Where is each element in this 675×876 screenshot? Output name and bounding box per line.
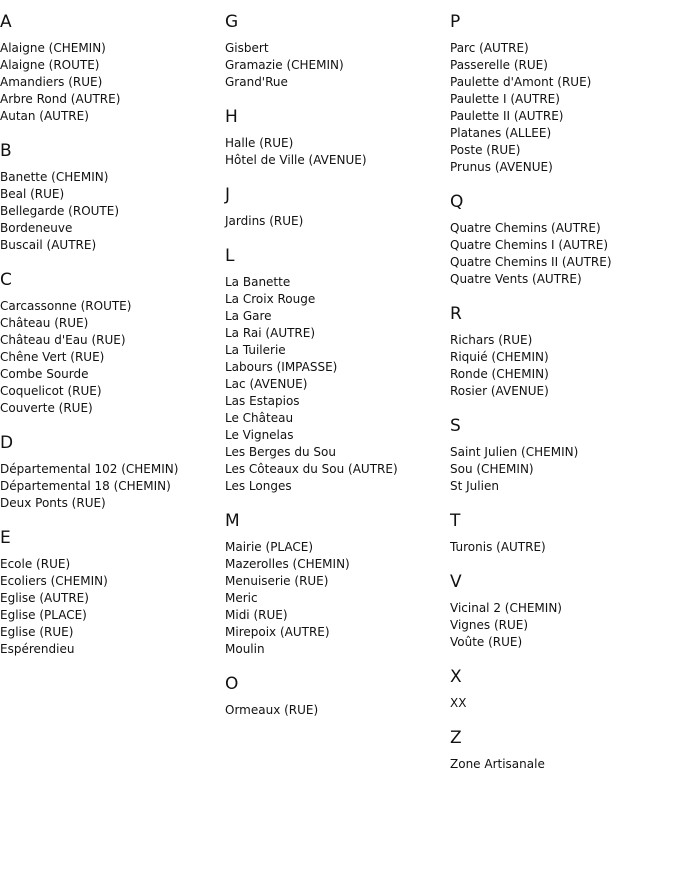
street-item: Château (RUE) [0, 316, 89, 330]
street-item: Prunus (AVENUE) [450, 160, 553, 174]
street-item: Les Longes [225, 479, 292, 493]
letter-section-p [450, 10, 670, 176]
letter-heading: V [450, 572, 462, 592]
street-item: Eglise (AUTRE) [0, 591, 89, 605]
street-item: Zone Artisanale [450, 757, 545, 771]
letter-section-m [225, 509, 445, 658]
letter-section-x [450, 665, 670, 712]
street-item: La Croix Rouge [225, 292, 316, 306]
street-list [450, 756, 670, 773]
letter-section-b [0, 139, 220, 254]
letter-heading: Q [450, 192, 464, 212]
letter-section-a [0, 10, 220, 125]
street-item: Le Château [225, 411, 294, 425]
street-item: Espérendieu [0, 642, 75, 656]
letter-heading: G [225, 12, 239, 32]
street-item: Midi (RUE) [225, 608, 288, 622]
street-item: Voûte (RUE) [450, 635, 523, 649]
street-item: Bordeneuve [0, 221, 73, 235]
street-item: Turonis (AUTRE) [450, 540, 546, 554]
street-item: Gramazie (CHEMIN) [225, 58, 344, 72]
street-item: Arbre Rond (AUTRE) [0, 92, 121, 106]
street-item: La Gare [225, 309, 272, 323]
letter-heading: T [450, 511, 461, 531]
street-item: Alaigne (ROUTE) [0, 58, 100, 72]
street-list [225, 135, 445, 169]
letter-section-l [225, 244, 445, 495]
letter-section-h [225, 105, 445, 169]
street-item: Riquié (CHEMIN) [450, 350, 549, 364]
street-column-1 [0, 10, 220, 672]
letter-heading: E [0, 528, 11, 548]
street-item: Meric [225, 591, 258, 605]
street-item: Poste (RUE) [450, 143, 521, 157]
street-item: Hôtel de Ville (AVENUE) [225, 153, 367, 167]
street-item: Couverte (RUE) [0, 401, 93, 415]
letter-section-c [0, 268, 220, 417]
street-item: Quatre Chemins II (AUTRE) [450, 255, 612, 269]
letter-section-s [450, 414, 670, 495]
street-list [225, 702, 445, 719]
street-item: Vicinal 2 (CHEMIN) [450, 601, 562, 615]
street-list [450, 600, 670, 651]
street-item: Eglise (PLACE) [0, 608, 87, 622]
letter-heading: L [225, 246, 235, 266]
letter-heading: P [450, 12, 461, 32]
street-item: Passerelle (RUE) [450, 58, 548, 72]
letter-heading: R [450, 304, 462, 324]
street-item: Labours (IMPASSE) [225, 360, 338, 374]
street-list [225, 213, 445, 230]
street-item: St Julien [450, 479, 499, 493]
letter-heading: X [450, 667, 462, 687]
street-item: Buscail (AUTRE) [0, 238, 97, 252]
street-item: Banette (CHEMIN) [0, 170, 109, 184]
letter-section-v [450, 570, 670, 651]
letter-heading: C [0, 270, 12, 290]
street-item: Mirepoix (AUTRE) [225, 625, 330, 639]
street-item: Eglise (RUE) [0, 625, 74, 639]
street-item: Chêne Vert (RUE) [0, 350, 105, 364]
street-item: Richars (RUE) [450, 333, 533, 347]
street-item: Sou (CHEMIN) [450, 462, 534, 476]
letter-heading: Z [450, 728, 462, 748]
letter-section-g [225, 10, 445, 91]
letter-heading: S [450, 416, 461, 436]
street-item: Mazerolles (CHEMIN) [225, 557, 350, 571]
letter-section-z [450, 726, 670, 773]
street-list [450, 40, 670, 176]
street-item: Ecole (RUE) [0, 557, 71, 571]
letter-section-e [0, 526, 220, 658]
letter-heading: H [225, 107, 238, 127]
street-item: La Tuilerie [225, 343, 286, 357]
street-item: Coquelicot (RUE) [0, 384, 102, 398]
street-item: Quatre Vents (AUTRE) [450, 272, 582, 286]
street-list [450, 444, 670, 495]
street-column-2 [225, 10, 445, 733]
street-list [0, 169, 220, 254]
street-item: Moulin [225, 642, 265, 656]
street-item: Château d'Eau (RUE) [0, 333, 126, 347]
street-list [225, 539, 445, 658]
street-item: Menuiserie (RUE) [225, 574, 329, 588]
letter-section-q [450, 190, 670, 288]
street-item: Rosier (AVENUE) [450, 384, 549, 398]
street-item: La Banette [225, 275, 291, 289]
street-list [0, 298, 220, 417]
street-list [225, 40, 445, 91]
street-list [0, 556, 220, 658]
street-list [225, 274, 445, 495]
street-item: Les Côteaux du Sou (AUTRE) [225, 462, 398, 476]
street-item: Jardins (RUE) [225, 214, 304, 228]
street-item: Départemental 102 (CHEMIN) [0, 462, 179, 476]
street-item: Platanes (ALLEE) [450, 126, 552, 140]
street-item: Paulette d'Amont (RUE) [450, 75, 592, 89]
letter-section-d [0, 431, 220, 512]
street-item: Saint Julien (CHEMIN) [450, 445, 579, 459]
street-item: Halle (RUE) [225, 136, 294, 150]
street-item: Vignes (RUE) [450, 618, 529, 632]
street-item: Bellegarde (ROUTE) [0, 204, 120, 218]
street-list [450, 220, 670, 288]
street-item: Deux Ponts (RUE) [0, 496, 106, 510]
street-list [0, 461, 220, 512]
street-item: Autan (AUTRE) [0, 109, 89, 123]
street-item: Ronde (CHEMIN) [450, 367, 549, 381]
letter-section-o [225, 672, 445, 719]
street-item: Quatre Chemins (AUTRE) [450, 221, 601, 235]
street-column-3 [450, 10, 670, 787]
letter-heading: B [0, 141, 12, 161]
letter-heading: O [225, 674, 239, 694]
letter-heading: D [0, 433, 14, 453]
street-list [450, 539, 670, 556]
street-item: XX [450, 696, 467, 710]
letter-section-j [225, 183, 445, 230]
street-item: La Rai (AUTRE) [225, 326, 316, 340]
street-item: Alaigne (CHEMIN) [0, 41, 106, 55]
street-item: Ecoliers (CHEMIN) [0, 574, 108, 588]
street-item: Carcassonne (ROUTE) [0, 299, 132, 313]
street-item: Paulette II (AUTRE) [450, 109, 564, 123]
street-item: Le Vignelas [225, 428, 294, 442]
street-item: Lac (AVENUE) [225, 377, 308, 391]
street-item: Départemental 18 (CHEMIN) [0, 479, 171, 493]
letter-heading: A [0, 12, 12, 32]
letter-heading: M [225, 511, 240, 531]
street-item: Amandiers (RUE) [0, 75, 103, 89]
street-item: Grand'Rue [225, 75, 288, 89]
street-item: Beal (RUE) [0, 187, 65, 201]
street-item: Combe Sourde [0, 367, 89, 381]
street-item: Paulette I (AUTRE) [450, 92, 560, 106]
street-item: Ormeaux (RUE) [225, 703, 319, 717]
street-list [450, 695, 670, 712]
letter-heading: J [225, 185, 231, 205]
street-item: Mairie (PLACE) [225, 540, 314, 554]
street-item: Parc (AUTRE) [450, 41, 529, 55]
street-item: Gisbert [225, 41, 269, 55]
street-item: Las Estapios [225, 394, 300, 408]
street-list [450, 332, 670, 400]
street-item: Quatre Chemins I (AUTRE) [450, 238, 608, 252]
letter-section-t [450, 509, 670, 556]
street-item: Les Berges du Sou [225, 445, 336, 459]
letter-section-r [450, 302, 670, 400]
street-list [0, 40, 220, 125]
